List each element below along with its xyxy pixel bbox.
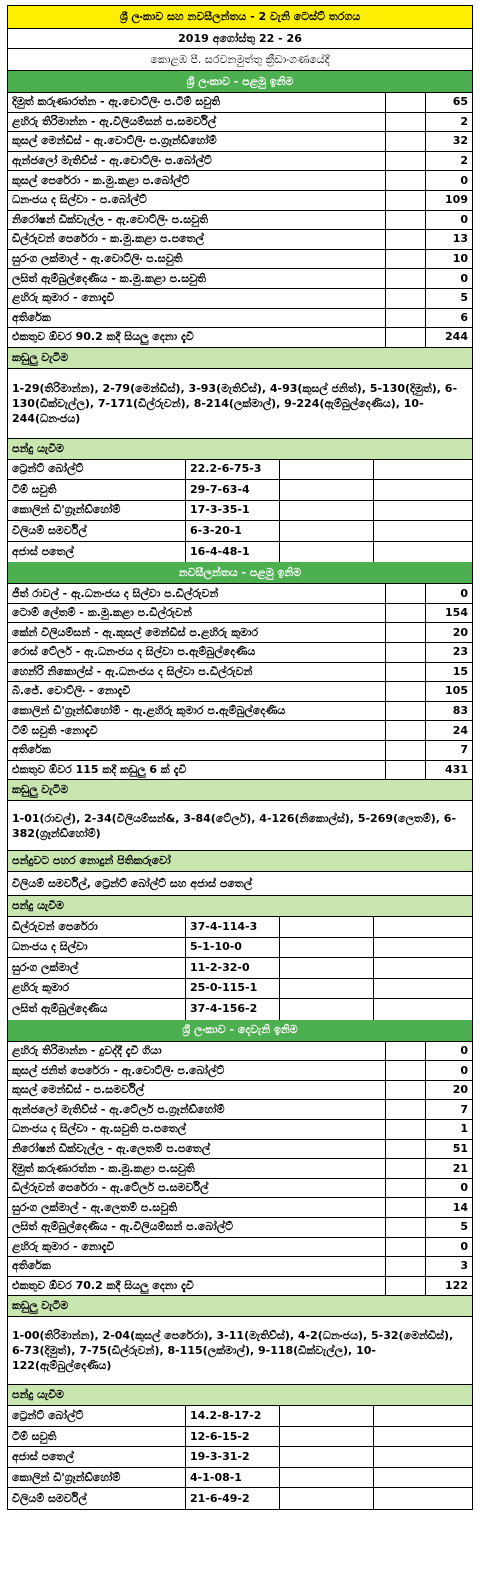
bowling-empty-cell xyxy=(374,521,472,541)
batsman-name: නිරෝෂන් ඩික්වැල්ල - ඇ.වොට්ලිං ප.සවුති xyxy=(8,211,386,230)
batsman-runs: 13 xyxy=(452,232,468,246)
bowler-name: ට්‍රෙන්ට් බෝල්ට් xyxy=(8,460,186,480)
batting-row xyxy=(8,191,472,211)
batsman-runs: 20 xyxy=(452,625,468,639)
bowler-figures: 25-0-115-1 xyxy=(186,979,280,999)
bowling-title: පන්දු යැවීම xyxy=(8,439,472,459)
bowler-name: ටිම් සවුති xyxy=(8,480,186,500)
innings-title-row xyxy=(8,71,472,93)
batsman-name: සුරංග ලක්මාල් - ඇ.වොට්ලිං ප.සවුති xyxy=(8,250,386,269)
batting-spacer-cell xyxy=(386,1198,426,1217)
batsman-runs: 122 xyxy=(445,1279,468,1293)
bowling-empty-cell xyxy=(280,999,374,1020)
fow-title: කඩුලු වැටීම xyxy=(8,780,472,800)
fow-row xyxy=(8,369,472,439)
batsman-runs: 0 xyxy=(460,1063,468,1077)
batting-row xyxy=(8,663,472,683)
batsman-name: සුරංග ලක්මාල් - ඇ.ලෙතම් ප.සවුති xyxy=(8,1198,386,1217)
bowling-empty-cell xyxy=(374,938,472,958)
batsman-name: එකතුව ඕවර 115 කදී කඩුලු 6 ක් දැවී xyxy=(8,761,386,780)
batting-spacer-cell xyxy=(386,1042,426,1061)
match-title: ශ්‍රී ලංකාව සහ නවසීලන්තය - 2 වැනි ටෙස්ට් තරගය xyxy=(8,6,472,28)
bowling-empty-cell xyxy=(374,958,472,978)
innings-title-row xyxy=(8,1020,472,1042)
bowling-empty-cell xyxy=(374,460,472,480)
bowling-title-row xyxy=(8,1385,472,1406)
innings-title: නවසීලන්තය - පළමු ඉනිම xyxy=(8,562,472,583)
batting-row xyxy=(8,1081,472,1101)
batsman-name: රොස් ටේලර් - ඇ.ධනංජය ද සිල්වා ප.ඇම්බුල්දෙණිය xyxy=(8,643,386,662)
fow-title-row xyxy=(8,780,472,801)
bowling-row xyxy=(8,1406,472,1427)
batting-spacer-cell xyxy=(386,1061,426,1080)
bowler-name: අජාස් පතෙල් xyxy=(8,542,186,563)
bowling-empty-cell xyxy=(280,480,374,500)
bowler-figures: 16-4-48-1 xyxy=(186,542,280,563)
innings-title-row xyxy=(8,562,472,584)
bowler-name: සුරංග ලක්මාල් xyxy=(8,958,186,978)
batting-spacer-cell xyxy=(386,1257,426,1276)
bowling-row xyxy=(8,1468,472,1489)
batsman-name: ළහිරු කුමාර - නොදැවී xyxy=(8,1238,386,1257)
bowling-empty-cell xyxy=(280,501,374,521)
batsman-name: කුසල් පෙරේරා - ක.මු.කළා ප.බෝල්ට් xyxy=(8,171,386,190)
batsman-runs: 0 xyxy=(460,1181,468,1195)
bowling-row xyxy=(8,1488,472,1509)
batsman-runs: 23 xyxy=(452,645,468,659)
fow-title: කඩුලු වැටීම xyxy=(8,1296,472,1316)
match-date: 2019 අගෝස්තු 22 - 26 xyxy=(178,31,302,45)
bowling-empty-cell xyxy=(374,480,472,500)
bowling-row xyxy=(8,979,472,1000)
batting-row xyxy=(8,1159,472,1179)
batting-row xyxy=(8,230,472,250)
batsman-runs: 2 xyxy=(460,154,468,168)
bowling-empty-cell xyxy=(374,979,472,999)
batting-spacer-cell xyxy=(386,93,426,112)
innings-title: ශ්‍රී ලංකාව - පළමු ඉනිම xyxy=(8,71,472,92)
batting-spacer-cell xyxy=(386,663,426,682)
bowler-name: ට්‍රෙන්ට් බෝල්ට් xyxy=(8,1406,186,1426)
bowling-row xyxy=(8,480,472,501)
bowling-empty-cell xyxy=(280,521,374,541)
batting-row xyxy=(8,1140,472,1160)
batsman-runs: 6 xyxy=(460,310,468,324)
fall-of-wickets: 1-29(තිරිමාන්න), 2-79(මෙන්ඩිස්), 3-93(මැතිව්ස්), 4-93(කුසල් ජනිත්), 5-130(දිමුත්), 6-130(ඩික්වැල්ල), 7-171(ඩිල්රුවන්), 8-214(ලක්මාල්), 9-224(ඇම්බුල්දෙණිය), 10-244(ධනංජය) xyxy=(12,381,458,425)
batting-spacer-cell xyxy=(386,230,426,249)
batsman-runs: 3 xyxy=(460,1259,468,1273)
batsman-name: එකතුව ඕවර 90.2 කදී සියලු දෙනා දැවී xyxy=(8,328,386,347)
nz-first-innings xyxy=(8,562,472,1019)
batting-spacer-cell xyxy=(386,328,426,347)
match-venue: කොළඹ පී. සරවනමුත්තු ක්‍රීඩාංගණයේදී xyxy=(150,52,330,66)
fall-of-wickets: 1-00(තිරිමාන්න), 2-04(කුසල් පෙරේරා), 3-11(මැතිව්ස්), 4-2(ධනංජය), 5-32(මෙන්ඩිස්), 6-73(දිමුත්), 7-75(ඩිල්රුවන්), 8-115(ලක්මාල්), 9-118(ඩික්වැල්ල), 10-122(ඇම්බුල්දෙණිය) xyxy=(12,1329,454,1373)
bowler-name: ඩිල්රුවන් පෙරේරා xyxy=(8,917,186,937)
batsman-runs: 0 xyxy=(460,271,468,285)
fow-row xyxy=(8,801,472,851)
batsman-runs: 83 xyxy=(452,704,468,718)
bowler-figures: 6-3-20-1 xyxy=(186,521,280,541)
batting-spacer-cell xyxy=(386,1159,426,1178)
batting-row xyxy=(8,604,472,624)
bowling-row xyxy=(8,1447,472,1468)
bowler-figures: 5-1-10-0 xyxy=(186,938,280,958)
fow-title: කඩුලු වැටීම xyxy=(8,348,472,368)
did-not-bat: විලියම් සමර්විල්, ට්‍රෙන්ට් බෝල්ට් සහ අජාස් පතෙල් xyxy=(12,876,253,890)
batsman-name: කුසල් මෙන්ඩිස් - ප.සමර්විල් xyxy=(8,1081,386,1100)
batsman-runs: 0 xyxy=(460,1043,468,1057)
batsman-runs: 0 xyxy=(460,173,468,187)
batsman-runs: 32 xyxy=(452,134,468,148)
batting-row xyxy=(8,1238,472,1258)
bowling-empty-cell xyxy=(374,917,472,937)
bowling-empty-cell xyxy=(280,1488,374,1509)
bowling-empty-cell xyxy=(374,999,472,1020)
bowling-empty-cell xyxy=(280,958,374,978)
bowling-row xyxy=(8,999,472,1020)
batsman-runs: 0 xyxy=(460,1239,468,1253)
bowling-row xyxy=(8,958,472,979)
batting-spacer-cell xyxy=(386,211,426,230)
batting-spacer-cell xyxy=(386,309,426,328)
innings-title: ශ්‍රී ලංකාව - දෙවැනි ඉනිම xyxy=(8,1020,472,1041)
bowler-figures: 4-1-08-1 xyxy=(186,1468,280,1488)
bowling-empty-cell xyxy=(374,1427,472,1447)
batsman-runs: 109 xyxy=(445,193,468,207)
batting-row xyxy=(8,761,472,781)
bowler-name: විලියම් සමර්විල් xyxy=(8,521,186,541)
batsman-name: ළහිරු කුමාර - නොදැවී xyxy=(8,289,386,308)
batting-spacer-cell xyxy=(386,1277,426,1296)
bowling-empty-cell xyxy=(280,1406,374,1426)
bowling-empty-cell xyxy=(280,979,374,999)
batsman-name: අතිරේක xyxy=(8,741,386,760)
bowling-title-row xyxy=(8,896,472,917)
batting-spacer-cell xyxy=(386,643,426,662)
batsman-name: ඇන්ජලෝ මැතිව්ස් - ඇ.වොට්ලිං ප.බෝල්ට් xyxy=(8,152,386,171)
batting-spacer-cell xyxy=(386,152,426,171)
batting-row xyxy=(8,250,472,270)
batting-spacer-cell xyxy=(386,171,426,190)
bowling-row xyxy=(8,521,472,542)
batsman-name: ජීත් රාවල් - ඇ.ධනංජය ද සිල්වා ප.ඩිල්රුවන් xyxy=(8,584,386,603)
bowler-figures: 17-3-35-1 xyxy=(186,501,280,521)
batting-row xyxy=(8,309,472,329)
scorecard-sheet xyxy=(7,5,473,1510)
batsman-name: බී.ජේ. වොට්ලිං - නොදැවී xyxy=(8,682,386,701)
match-title-row xyxy=(8,6,472,29)
batting-row xyxy=(8,584,472,604)
bowling-title-row xyxy=(8,439,472,460)
batting-row xyxy=(8,682,472,702)
batsman-runs: 51 xyxy=(452,1141,468,1155)
batting-row xyxy=(8,1218,472,1238)
batsman-name: කේන් විලියම්සන් - ඇ.කුසල් මෙන්ඩිස් ප.ළහිරු කුමාර xyxy=(8,623,386,642)
bowling-empty-cell xyxy=(374,542,472,563)
batsman-runs: 0 xyxy=(460,212,468,226)
batsman-runs: 154 xyxy=(445,606,468,620)
batsman-runs: 5 xyxy=(460,291,468,305)
batting-row xyxy=(8,623,472,643)
batsman-runs: 1 xyxy=(460,1122,468,1136)
batting-row xyxy=(8,643,472,663)
batsman-name: ඇන්ජලෝ මැතිව්ස් - ඇ.ටේලර් ප.ග්‍රෑන්ඩ්හෝම් xyxy=(8,1100,386,1119)
bowling-empty-cell xyxy=(280,1468,374,1488)
batsman-name: ධනංජය ද සිල්වා - ඇ.සවුති ප.පතෙල් xyxy=(8,1120,386,1139)
batting-spacer-cell xyxy=(386,269,426,288)
bowling-empty-cell xyxy=(280,542,374,563)
batsman-runs: 20 xyxy=(452,1083,468,1097)
batting-row xyxy=(8,93,472,113)
did-not-bat-title: පන්දුවට පහර නොදුන් පිතිකරුවෝ xyxy=(8,851,472,871)
batting-row xyxy=(8,741,472,761)
bowling-empty-cell xyxy=(280,460,374,480)
batting-row xyxy=(8,1120,472,1140)
dnb-title-row xyxy=(8,851,472,872)
batting-row xyxy=(8,1100,472,1120)
batting-spacer-cell xyxy=(386,250,426,269)
batting-row xyxy=(8,211,472,231)
batting-row xyxy=(8,113,472,133)
bowling-row xyxy=(8,542,472,563)
batting-spacer-cell xyxy=(386,1120,426,1139)
bowling-empty-cell xyxy=(280,938,374,958)
batting-row xyxy=(8,152,472,172)
bowler-name: ළහිරු කුමාර xyxy=(8,979,186,999)
bowler-name: කොලින් ඩි'ග්‍රෑන්ඩ්හෝම් xyxy=(8,501,186,521)
batsman-name: ලසිත් ඇම්බුල්දෙණිය - ඇ.විලියම්සන් ප.බෝල්ට් xyxy=(8,1218,386,1237)
batsman-runs: 24 xyxy=(452,723,468,737)
batting-spacer-cell xyxy=(386,604,426,623)
batsman-name: එකතුව ඕවර 70.2 කදී සියලු දෙනා දැවී xyxy=(8,1277,386,1296)
batsman-name: ඩිල්රුවන් පෙරේරා - ක.මු.කළා ප.පතෙල් xyxy=(8,230,386,249)
bowler-name: ධනංජය ද සිල්වා xyxy=(8,938,186,958)
bowler-name: කොලින් ඩි'ග්‍රෑන්ඩ්හෝම් xyxy=(8,1468,186,1488)
batsman-runs: 2 xyxy=(460,114,468,128)
batting-spacer-cell xyxy=(386,1100,426,1119)
bowling-title: පන්දු යැවීම xyxy=(8,1385,472,1405)
batting-spacer-cell xyxy=(386,1238,426,1257)
bowler-figures: 12-6-15-2 xyxy=(186,1427,280,1447)
batting-spacer-cell xyxy=(386,132,426,151)
fall-of-wickets: 1-01(රාවල්), 2-34(විලියම්සන්&, 3-84(ටේලර්), 4-126(නිකොල්ස්), 5-269(ලෙතම්), 6-382(ග්‍රෑන්ඩ්හෝම්) xyxy=(12,811,457,840)
batsman-name: ධනංජය ද සිල්වා - ප.බෝල්ට් xyxy=(8,191,386,210)
batsman-runs: 7 xyxy=(460,743,468,757)
batting-spacer-cell xyxy=(386,761,426,780)
batting-spacer-cell xyxy=(386,1218,426,1237)
bowling-row xyxy=(8,938,472,959)
batting-row xyxy=(8,289,472,309)
bowling-empty-cell xyxy=(374,1447,472,1467)
batting-spacer-cell xyxy=(386,623,426,642)
batting-spacer-cell xyxy=(386,721,426,740)
batsman-runs: 14 xyxy=(452,1200,468,1214)
batting-spacer-cell xyxy=(386,1140,426,1159)
batsman-name: ටොම් ලේතම් - ක.මු.කළා ප.ඩිල්රුවන් xyxy=(8,604,386,623)
batsman-name: කුසල් ජනිත් පෙරේරා - ඇ.වොට්ලිං ප.බෝල්ට් xyxy=(8,1061,386,1080)
bowling-empty-cell xyxy=(374,1406,472,1426)
batsman-name: අතිරේක xyxy=(8,1257,386,1276)
sl-second-innings xyxy=(8,1020,472,1509)
batting-row xyxy=(8,1198,472,1218)
batsman-name: කොලින් ඩි'ග්‍රෑන්ඩ්හෝම් - ඇ.ළහිරු කුමාර ප.ඇම්බුල්දෙණිය xyxy=(8,702,386,721)
bowler-figures: 14.2-8-17-2 xyxy=(186,1406,280,1426)
batting-spacer-cell xyxy=(386,113,426,132)
bowling-row xyxy=(8,460,472,481)
batting-row xyxy=(8,721,472,741)
batsman-name: කුසල් මෙන්ඩිස් - ඇ.වොට්ලිං ප.ග්‍රෑන්ඩ්හෝම් xyxy=(8,132,386,151)
bowling-row xyxy=(8,917,472,938)
bowling-title: පන්දු යැවීම xyxy=(8,896,472,916)
bowler-name: ලසිත් ඇම්බුල්දෙණිය xyxy=(8,999,186,1020)
batsman-runs: 7 xyxy=(460,1102,468,1116)
batting-spacer-cell xyxy=(386,741,426,760)
batsman-name: නිරෝෂන් ඩික්වැල්ල - ඇ.ලෙතම් ප.පතෙල් xyxy=(8,1140,386,1159)
batsman-runs: 15 xyxy=(452,664,468,678)
match-date-row xyxy=(8,29,472,49)
batsman-runs: 65 xyxy=(452,95,468,109)
batsman-name: ළහිරු තිරිමාන්න - ඇ.විලියම්සන් ප.සමර්විල් xyxy=(8,113,386,132)
bowler-name: විලියම් සමර්විල් xyxy=(8,1488,186,1509)
batting-row xyxy=(8,171,472,191)
batsman-name: අතිරේක xyxy=(8,309,386,328)
match-venue-row xyxy=(8,49,472,71)
bowling-empty-cell xyxy=(280,917,374,937)
fow-title-row xyxy=(8,348,472,369)
sl-first-innings xyxy=(8,71,472,562)
bowling-row xyxy=(8,501,472,522)
batting-spacer-cell xyxy=(386,702,426,721)
bowler-figures: 37-4-114-3 xyxy=(186,917,280,937)
batsman-runs: 10 xyxy=(452,252,468,266)
fow-row xyxy=(8,1317,472,1385)
bowler-figures: 21-6-49-2 xyxy=(186,1488,280,1509)
batting-row xyxy=(8,1042,472,1062)
batsman-runs: 431 xyxy=(445,762,468,776)
batting-row xyxy=(8,1061,472,1081)
batsman-name: දිමුත් කරුණාරත්න - ක.මු.කළා ප.සවුති xyxy=(8,1159,386,1178)
batting-row xyxy=(8,1179,472,1199)
bowling-row xyxy=(8,1427,472,1448)
bowling-empty-cell xyxy=(280,1427,374,1447)
bowler-figures: 22.2-6-75-3 xyxy=(186,460,280,480)
batting-row xyxy=(8,1257,472,1277)
batting-spacer-cell xyxy=(386,1179,426,1198)
bowling-empty-cell xyxy=(374,1468,472,1488)
batting-row xyxy=(8,702,472,722)
batting-row xyxy=(8,132,472,152)
dnb-row xyxy=(8,872,472,896)
batsman-name: දිමුත් කරුණාරත්න - ඇ.වොට්ලිං ප.ටිම් සවුති xyxy=(8,93,386,112)
bowling-empty-cell xyxy=(374,501,472,521)
bowler-figures: 29-7-63-4 xyxy=(186,480,280,500)
bowler-figures: 37-4-156-2 xyxy=(186,999,280,1020)
batsman-runs: 105 xyxy=(445,684,468,698)
batsman-name: ටිම් සවුති -නොදැවී xyxy=(8,721,386,740)
batting-spacer-cell xyxy=(386,584,426,603)
batsman-name: ඩිල්රුවන් පෙරේරා - ඇ.ටේලර් ප.සමර්විල් xyxy=(8,1179,386,1198)
batting-spacer-cell xyxy=(386,289,426,308)
bowling-empty-cell xyxy=(280,1447,374,1467)
bowler-name: අජාස් පතෙල් xyxy=(8,1447,186,1467)
batting-spacer-cell xyxy=(386,191,426,210)
batsman-runs: 244 xyxy=(445,330,468,344)
bowling-empty-cell xyxy=(374,1488,472,1509)
bowler-figures: 19-3-31-2 xyxy=(186,1447,280,1467)
batting-row xyxy=(8,1277,472,1297)
batsman-runs: 21 xyxy=(452,1161,468,1175)
batting-row xyxy=(8,269,472,289)
bowler-figures: 11-2-32-0 xyxy=(186,958,280,978)
batting-row xyxy=(8,328,472,348)
bowler-name: ටිම් සවුති xyxy=(8,1427,186,1447)
batsman-name: ළහිරු තිරිමාන්න - දුවද්දී දැවී ගියා xyxy=(8,1042,386,1061)
batsman-runs: 0 xyxy=(460,586,468,600)
batting-spacer-cell xyxy=(386,1081,426,1100)
batsman-name: හෙන්රි නිකොල්ස් - ඇ.ධනංජය ද සිල්වා ප.ඩිල්රුවන් xyxy=(8,663,386,682)
batting-spacer-cell xyxy=(386,682,426,701)
batsman-runs: 5 xyxy=(460,1220,468,1234)
batsman-name: ලසිත් ඇම්බුල්දෙණිය - ක.මු.කළා ප.සවුති xyxy=(8,269,386,288)
fow-title-row xyxy=(8,1296,472,1317)
